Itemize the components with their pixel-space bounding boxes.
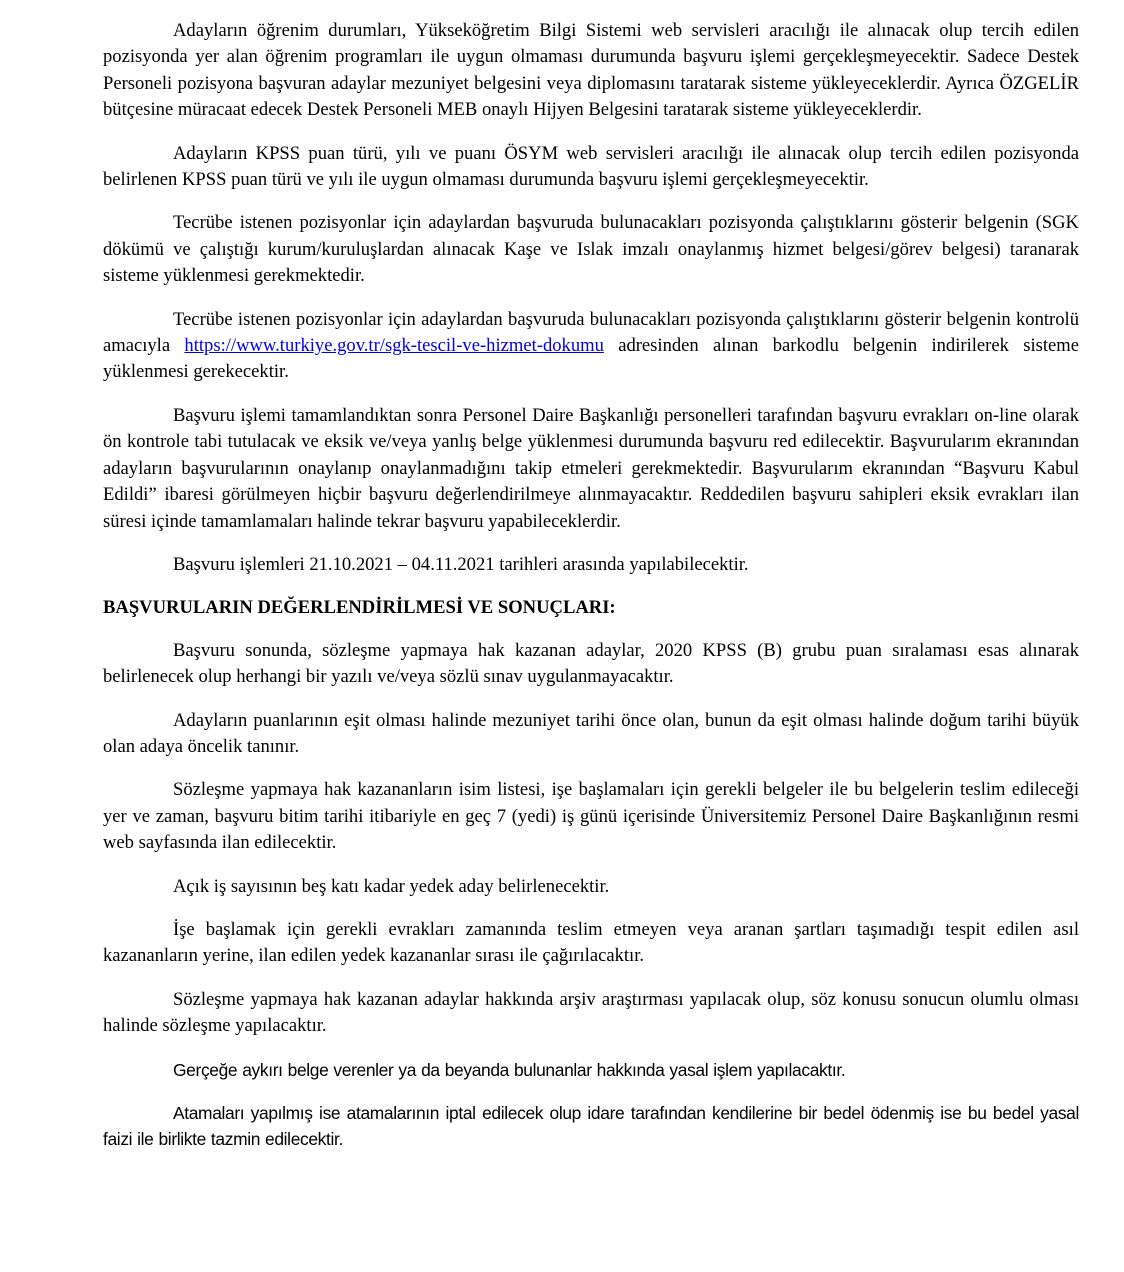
paragraph-application-review: Başvuru işlemi tamamlandıktan sonra Personel Daire Başkanlığı personelleri tarafından başvuru evrakları on-line olarak ön kontrole tabi tutulacak ve eksik ve/veya yanlış belge yüklenmesi durumunda başvuru red edilecektir. Başvurularım ekranından adayların başvurularının onaylanıp onaylanmadığını takip etmeleri gerekmektedir. Başvurularım ekranından “Başvuru Kabul Edildi” ibaresi görülmeyen hiçbir başvuru değerlendirilmeye alınmayacaktır. Reddedilen başvuru sahipleri eksik evrakları ilan süresi içinde tamamlamaları halinde tekrar başvuru yapabileceklerdir. xyxy=(103,404,1079,532)
sgk-service-link[interactable]: https://www.turkiye.gov.tr/sgk-tescil-ve-hizmet-dokumu xyxy=(184,335,604,357)
paragraph-application-dates: Başvuru işlemleri 21.10.2021 – 04.11.2021 tarihleri arasında yapılabilecektir. xyxy=(173,553,749,575)
document-page xyxy=(103,18,1079,1170)
link-paragraph-after: adresinden alınan barkodlu belgenin indirilerek sisteme yüklenmesi gerekecektir. xyxy=(103,335,1079,383)
paragraph-reserve-candidates: Açık iş sayısının beş katı kadar yedek aday belirlenecektir. xyxy=(173,875,610,897)
paragraph-kpss-score: Adayların KPSS puan türü, yılı ve puanı ÖSYM web servisleri aracılığı ile alınacak olup tercih edilen pozisyonda belirlenen KPSS puan türü ve yılı ile uygun olmaması durumunda başvuru işlemi gerçekleşmeyecektir. xyxy=(103,142,1079,191)
link-paragraph-before: Tecrübe istenen pozisyonlar için adaylardan başvuruda bulunacakları pozisyonda çalıştıklarını gösterir belgenin kontrolü amacıyla xyxy=(103,308,1079,357)
paragraph-education-status: Adayların öğrenim durumları, Yükseköğretim Bilgi Sistemi web servisleri aracılığı ile alınacak olup tercih edilen pozisyonda yer alan öğrenim programları ile uygun olmaması durumunda başvuru işlemi gerçekleşmeyecektir. Sadece Destek Personeli pozisyona başvuran adaylar mezuniyet belgesini veya diplomasını taratarak sisteme yükleyeceklerdir. Ayrıca ÖZGELİR bütçesine müracaat edecek Destek Personeli MEB onaylı Hijyen Belgesini taratarak sisteme yükleyeceklerdir. xyxy=(103,20,1079,121)
section-heading-evaluation: BAŞVURULARIN DEĞERLENDİRİLMESİ VE SONUÇLARI: xyxy=(103,597,616,619)
paragraph-archive-check: Sözleşme yapmaya hak kazanan adaylar hakkında arşiv araştırması yapılacak olup, söz konusu sonucun olumlu olması halinde sözleşme yapılacaktır. xyxy=(103,988,1079,1037)
paragraph-announcement: Sözleşme yapmaya hak kazananların isim listesi, işe başlamaları için gerekli belgeler ile bu belgelerin teslim edileceği yer ve zaman, başvuru bitim tarihi itibariyle en geç 7 (yedi) iş günü içerisinde Üniversitemiz Personel Daire Başkanlığının resmi web sayfasında ilan edilecektir. xyxy=(103,779,1079,854)
paragraph-ranking: Başvuru sonunda, sözleşme yapmaya hak kazanan adaylar, 2020 KPSS (B) grubu puan sıralaması esas alınarak belirlenecek olup herhangi bir yazılı ve/veya sözlü sınav uygulanmayacaktır. xyxy=(103,639,1079,688)
paragraph-compensation: Atamaları yapılmış ise atamalarının iptal edilecek olup idare tarafından kendilerine bir bedel ödenmiş ise bu bedel yasal faizi ile birlikte tazmin edilecektir. xyxy=(103,1103,1079,1150)
paragraph-reserve-call: İşe başlamak için gerekli evrakları zamanında teslim etmeyen veya aranan şartları taşımadığı tespit edilen asıl kazananların yerine, ilan edilen yedek kazananlar sırası ile çağırılacaktır. xyxy=(103,918,1079,967)
paragraph-tie-break: Adayların puanlarının eşit olması halinde mezuniyet tarihi önce olan, bunun da eşit olması halinde doğum tarihi büyük olan adaya öncelik tanınır. xyxy=(103,709,1079,757)
paragraph-experience-documents: Tecrübe istenen pozisyonlar için adaylardan başvuruda bulunacakları pozisyonda çalıştıklarını gösterir belgenin (SGK dökümü ve çalıştığı kurum/kuruluşlardan alınacak Kaşe ve Islak imzalı onaylanmış hizmet belgesi/görev belgesi) taranarak sisteme yüklenmesi gerekmektedir. xyxy=(103,212,1079,287)
paragraph-experience-link xyxy=(103,307,1079,386)
paragraph-false-documents: Gerçeğe aykırı belge verenler ya da beyanda bulunanlar hakkında yasal işlem yapılacaktır. xyxy=(173,1059,846,1080)
